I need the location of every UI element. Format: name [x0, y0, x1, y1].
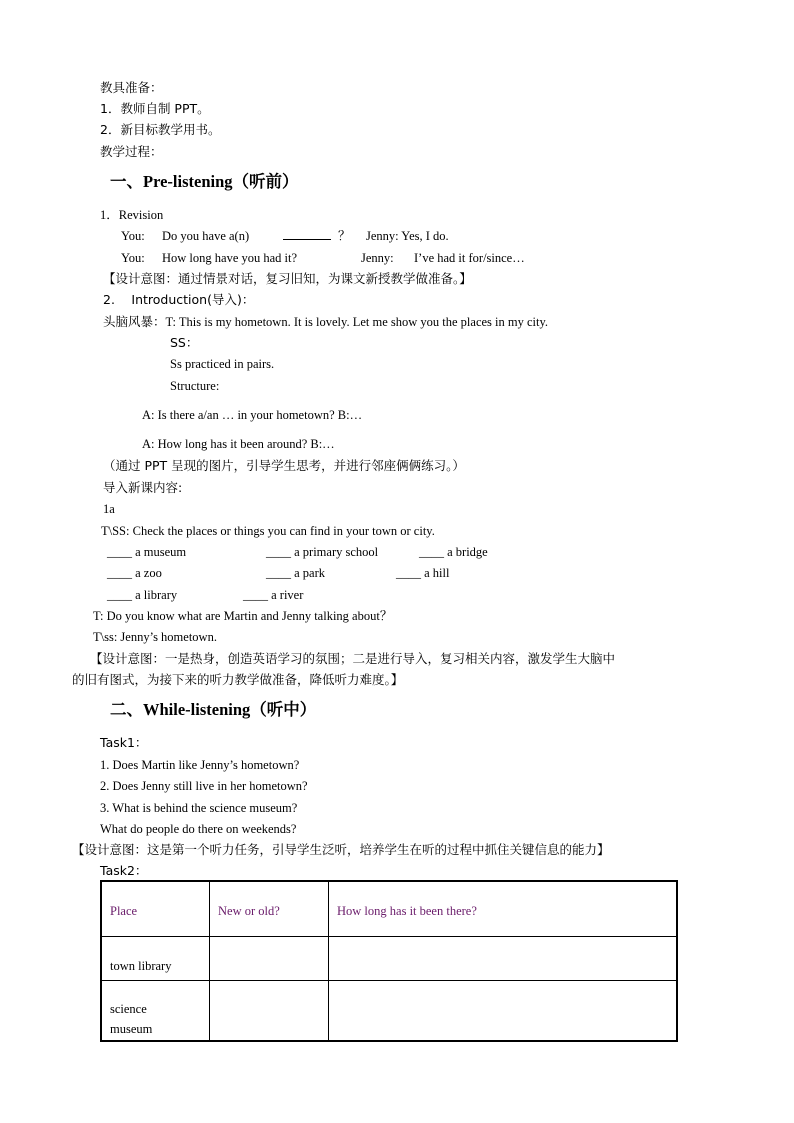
- pairs-line: Ss practiced in pairs.: [170, 357, 275, 371]
- cell-science: science: [110, 1002, 147, 1016]
- answer-blank: [283, 228, 331, 244]
- place-item: ____ a river: [243, 588, 304, 602]
- teacher-question: T: Do you know what are Martin and Jenny talking about？: [93, 609, 393, 623]
- revision-label: 1．Revision: [100, 208, 164, 222]
- task1-question: 3. What is behind the science museum?: [100, 801, 298, 815]
- design-intent-2-line-2: 的旧有图式，为接下来的听力教学做准备，降低听力难度。】: [72, 672, 404, 687]
- you-label-2: You:: [121, 251, 145, 265]
- ss-label: SS：: [170, 335, 199, 350]
- prep-title: 教具准备：: [100, 80, 163, 95]
- question-1: Do you have a(n): [162, 229, 250, 243]
- you-label-1: You:: [121, 229, 145, 243]
- table-divider: [102, 980, 676, 981]
- header-new-or-old: New or old?: [218, 904, 280, 918]
- task2-table: [100, 880, 678, 1042]
- task1-question: What do people do there on weekends?: [100, 822, 297, 836]
- question-2: How long have you had it?: [162, 251, 298, 265]
- jenny-answer-1: Jenny: Yes, I do.: [366, 229, 449, 243]
- jenny-answer-2: I’ve had it for/since…: [414, 251, 525, 265]
- introduction-label: 2. Introduction(导入)：: [103, 292, 255, 307]
- cell-town-library: town library: [110, 959, 172, 973]
- question-mark: ？: [338, 229, 351, 243]
- brainstorm-line: 头脑风暴：T: This is my hometown. It is lovely. Let me show you the places in my city.: [103, 315, 549, 329]
- prep-item-2: 2．新目标教学用书。: [100, 122, 221, 137]
- place-item: ____ a museum: [107, 545, 187, 559]
- process-title: 教学过程：: [100, 144, 163, 159]
- place-item: ____ a zoo: [107, 566, 162, 580]
- structure-a1: A: Is there a/an … in your hometown? B:…: [142, 408, 363, 422]
- structure-a2: A: How long has it been around? B:…: [142, 437, 335, 451]
- ppt-note: （通过 PPT 呈现的图片，引导学生思考，并进行邻座俩俩练习。）: [103, 458, 465, 473]
- header-how-long: How long has it been there?: [337, 904, 477, 918]
- place-item: ____ a hill: [396, 566, 450, 580]
- task2-label: Task2：: [100, 863, 148, 878]
- task1-label: Task1：: [100, 735, 148, 750]
- prep-item-1: 1．教师自制 PPT。: [100, 101, 210, 116]
- jenny-label-2: Jenny:: [361, 251, 394, 265]
- header-place: Place: [110, 904, 138, 918]
- table-divider: [209, 882, 210, 1040]
- task1-question: 1. Does Martin like Jenny’s hometown?: [100, 758, 300, 772]
- design-intent-3: 【设计意图：这是第一个听力任务，引导学生泛听，培养学生在听的过程中抓住关键信息的能力】: [72, 842, 610, 857]
- place-item: ____ a library: [107, 588, 178, 602]
- design-intent-1: 【设计意图：通过情景对话，复习旧知，为课文新授教学做准备。】: [103, 271, 472, 286]
- place-item: ____ a park: [266, 566, 326, 580]
- structure-label: Structure:: [170, 379, 220, 393]
- design-intent-2-line-1: 【设计意图：一是热身，创造英语学习的氛围；二是进行导入，复习相关内容，激发学生大脑中: [90, 651, 616, 666]
- section-1a: 1a: [103, 502, 115, 516]
- place-item: ____ a bridge: [419, 545, 488, 559]
- while-listening-heading: 二、While-listening（听中）: [110, 700, 317, 719]
- table-divider: [102, 936, 676, 937]
- pre-listening-heading: 一、Pre-listening（听前）: [110, 172, 299, 191]
- check-instruction: T\SS: Check the places or things you can find in your town or city.: [101, 524, 435, 538]
- table-divider: [328, 882, 329, 1040]
- new-content-label: 导入新课内容:: [103, 480, 183, 495]
- task1-question: 2. Does Jenny still live in her hometown?: [100, 779, 308, 793]
- cell-museum: museum: [110, 1022, 153, 1036]
- students-answer: T\ss: Jenny’s hometown.: [93, 630, 217, 644]
- place-item: ____ a primary school: [266, 545, 379, 559]
